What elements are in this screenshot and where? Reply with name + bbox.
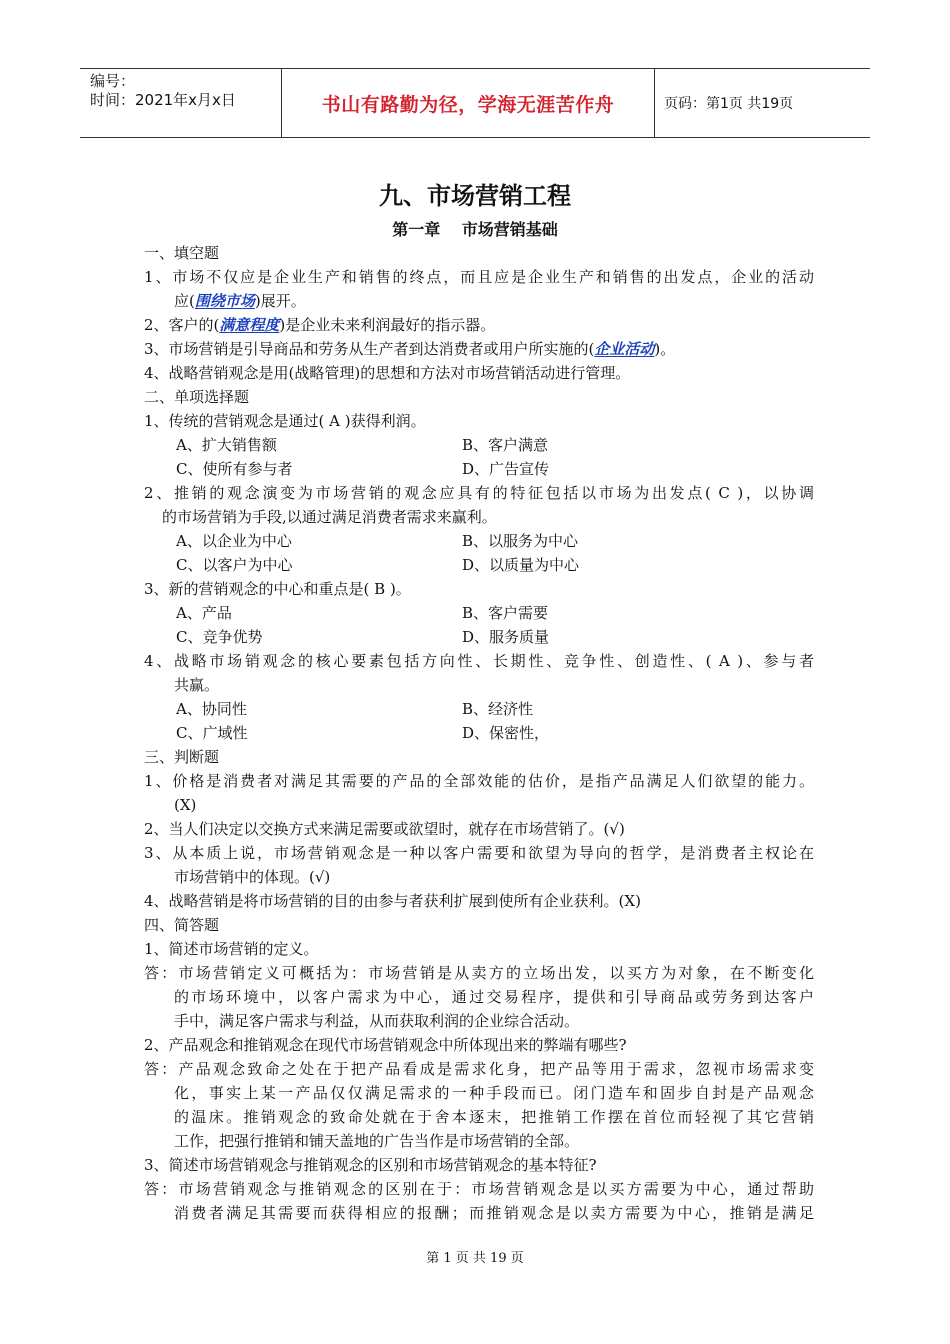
choice-options bbox=[144, 697, 814, 721]
document-title: 九、市场营销工程 bbox=[379, 182, 571, 210]
choice-question-2-cont: 的市场营销为手段,以通过满足消费者需求来赢利。 bbox=[162, 508, 497, 526]
choice-question-3: 3、新的营销观念的中心和重点是( B )。 bbox=[144, 580, 411, 598]
choice-question-2: 2、推销的观念演变为市场营销的观念应具有的特征包括以市场为出发点( C )，以协调 bbox=[144, 484, 814, 502]
choice-options bbox=[144, 721, 814, 745]
choice-options bbox=[144, 529, 814, 553]
choice-question-4-cont: 共赢。 bbox=[174, 676, 220, 694]
header-page-info: 页码：第1页 共19页 bbox=[664, 96, 794, 112]
page-header bbox=[80, 68, 870, 138]
option: A、产品 bbox=[176, 604, 232, 622]
short-answer-1-cont: 手中，满足客户需求与利益，从而获取利润的企业综合活动。 bbox=[174, 1012, 580, 1030]
fill-answer-3: 企业活动 bbox=[594, 340, 655, 358]
choice-options bbox=[144, 457, 814, 481]
section-heading: 三、判断题 bbox=[144, 748, 220, 766]
short-answer-2-cont: 工作，把强行推销和铺天盖地的广告当作是市场营销的全部。 bbox=[174, 1132, 580, 1150]
option: D、服务质量 bbox=[462, 628, 550, 646]
option: B、经济性 bbox=[462, 700, 534, 718]
short-answer-2-cont: 的温床。推销观念的致命处就在于舍本逐末，把推销工作摆在首位而轻视了其它营销 bbox=[174, 1108, 814, 1126]
option: A、扩大销售额 bbox=[176, 436, 277, 454]
choice-question-4: 4、战略市场销观念的核心要素包括方向性、长期性、竞争性、创造性、( A )、参与者 bbox=[144, 652, 814, 670]
option: C、使所有参与者 bbox=[176, 460, 293, 478]
judge-answer-1: (X) bbox=[174, 796, 197, 814]
option: B、以服务为中心 bbox=[462, 532, 579, 550]
section-heading: 一、填空题 bbox=[144, 244, 220, 262]
short-answer-1-cont: 的市场环境中，以客户需求为中心，通过交易程序，提供和引导商品或劳务到达客户 bbox=[174, 988, 814, 1006]
option: D、广告宣传 bbox=[462, 460, 550, 478]
option: C、以客户为中心 bbox=[176, 556, 293, 574]
choice-options bbox=[144, 433, 814, 457]
document-body bbox=[144, 241, 814, 1225]
section-heading: 二、单项选择题 bbox=[144, 388, 250, 406]
judge-question-2: 2、当人们决定以交换方式来满足需要或欲望时，就存在市场营销了。(√) bbox=[144, 820, 625, 838]
time-label: 时间：2021年x月x日 bbox=[90, 91, 236, 109]
short-answer-2-cont: 化，事实上某一产品仅仅满足需求的一种手段而已。闭门造车和固步自封是产品观念 bbox=[174, 1084, 814, 1102]
choice-options bbox=[144, 553, 814, 577]
fill-question-1: 1、市场不仅应是企业生产和销售的终点，而且应是企业生产和销售的出发点，企业的活动 bbox=[144, 268, 814, 286]
short-question-1: 1、简述市场营销的定义。 bbox=[144, 940, 319, 958]
option: D、以质量为中心 bbox=[462, 556, 580, 574]
choice-question-1: 1、传统的营销观念是通过( A )获得利润。 bbox=[144, 412, 426, 430]
judge-question-4: 4、战略营销是将市场营销的目的由参与者获利扩展到使所有企业获利。(X) bbox=[144, 892, 641, 910]
option: C、竞争优势 bbox=[176, 628, 263, 646]
choice-options bbox=[144, 625, 814, 649]
fill-answer-1: 围绕市场 bbox=[194, 292, 255, 310]
short-answer-1: 答：市场营销定义可概括为：市场营销是从卖方的立场出发，以买方为对象，在不断变化 bbox=[144, 964, 814, 982]
fill-question-4: 4、战略营销观念是用(战略管理)的思想和方法对市场营销活动进行管理。 bbox=[144, 364, 631, 382]
judge-question-1: 1、价格是消费者对满足其需要的产品的全部效能的估价，是指产品满足人们欲望的能力。 bbox=[144, 772, 814, 790]
header-motto: 书山有路勤为径，学海无涯苦作舟 bbox=[281, 69, 655, 137]
short-answer-3: 答：市场营销观念与推销观念的区别在于：市场营销观念是以买方需要为中心，通过帮助 bbox=[144, 1180, 814, 1198]
page-footer: 第 1 页 共 19 页 bbox=[426, 1251, 524, 1266]
fill-question-3: 3、市场营销是引导商品和劳务从生产者到达消费者或用户所实施的(企业活动)。 bbox=[144, 340, 676, 358]
number-label: 编号： bbox=[90, 72, 136, 90]
option: C、广域性 bbox=[176, 724, 248, 742]
header-meta bbox=[80, 69, 280, 137]
fill-answer-2: 满意程度 bbox=[219, 316, 280, 334]
option: B、客户满意 bbox=[462, 436, 549, 454]
short-question-2: 2、产品观念和推销观念在现代市场营销观念中所体现出来的弊端有哪些? bbox=[144, 1036, 627, 1054]
section-heading: 四、简答题 bbox=[144, 916, 220, 934]
judge-question-3-cont: 市场营销中的体现。(√) bbox=[174, 868, 331, 886]
chapter-title: 第一章 市场营销基础 bbox=[392, 220, 558, 239]
choice-options bbox=[144, 601, 814, 625]
fill-question-1-cont: 应(围绕市场)展开。 bbox=[174, 292, 306, 310]
judge-question-3: 3、从本质上说，市场营销观念是一种以客户需要和欲望为导向的哲学，是消费者主权论在 bbox=[144, 844, 814, 862]
option: D、保密性， bbox=[462, 724, 550, 742]
short-question-3: 3、简述市场营销观念与推销观念的区别和市场营销观念的基本特征? bbox=[144, 1156, 597, 1174]
short-answer-2: 答：产品观念致命之处在于把产品看成是需求化身，把产品等用于需求，忽视市场需求变 bbox=[144, 1060, 814, 1078]
option: B、客户需要 bbox=[462, 604, 549, 622]
fill-question-2: 2、客户的(满意程度)是企业未来利润最好的指示器。 bbox=[144, 316, 496, 334]
option: A、以企业为中心 bbox=[176, 532, 292, 550]
short-answer-3-cont: 消费者满足其需要而获得相应的报酬；而推销观念是以卖方需要为中心，推销是满足 bbox=[174, 1204, 814, 1222]
option: A、协同性 bbox=[176, 700, 247, 718]
